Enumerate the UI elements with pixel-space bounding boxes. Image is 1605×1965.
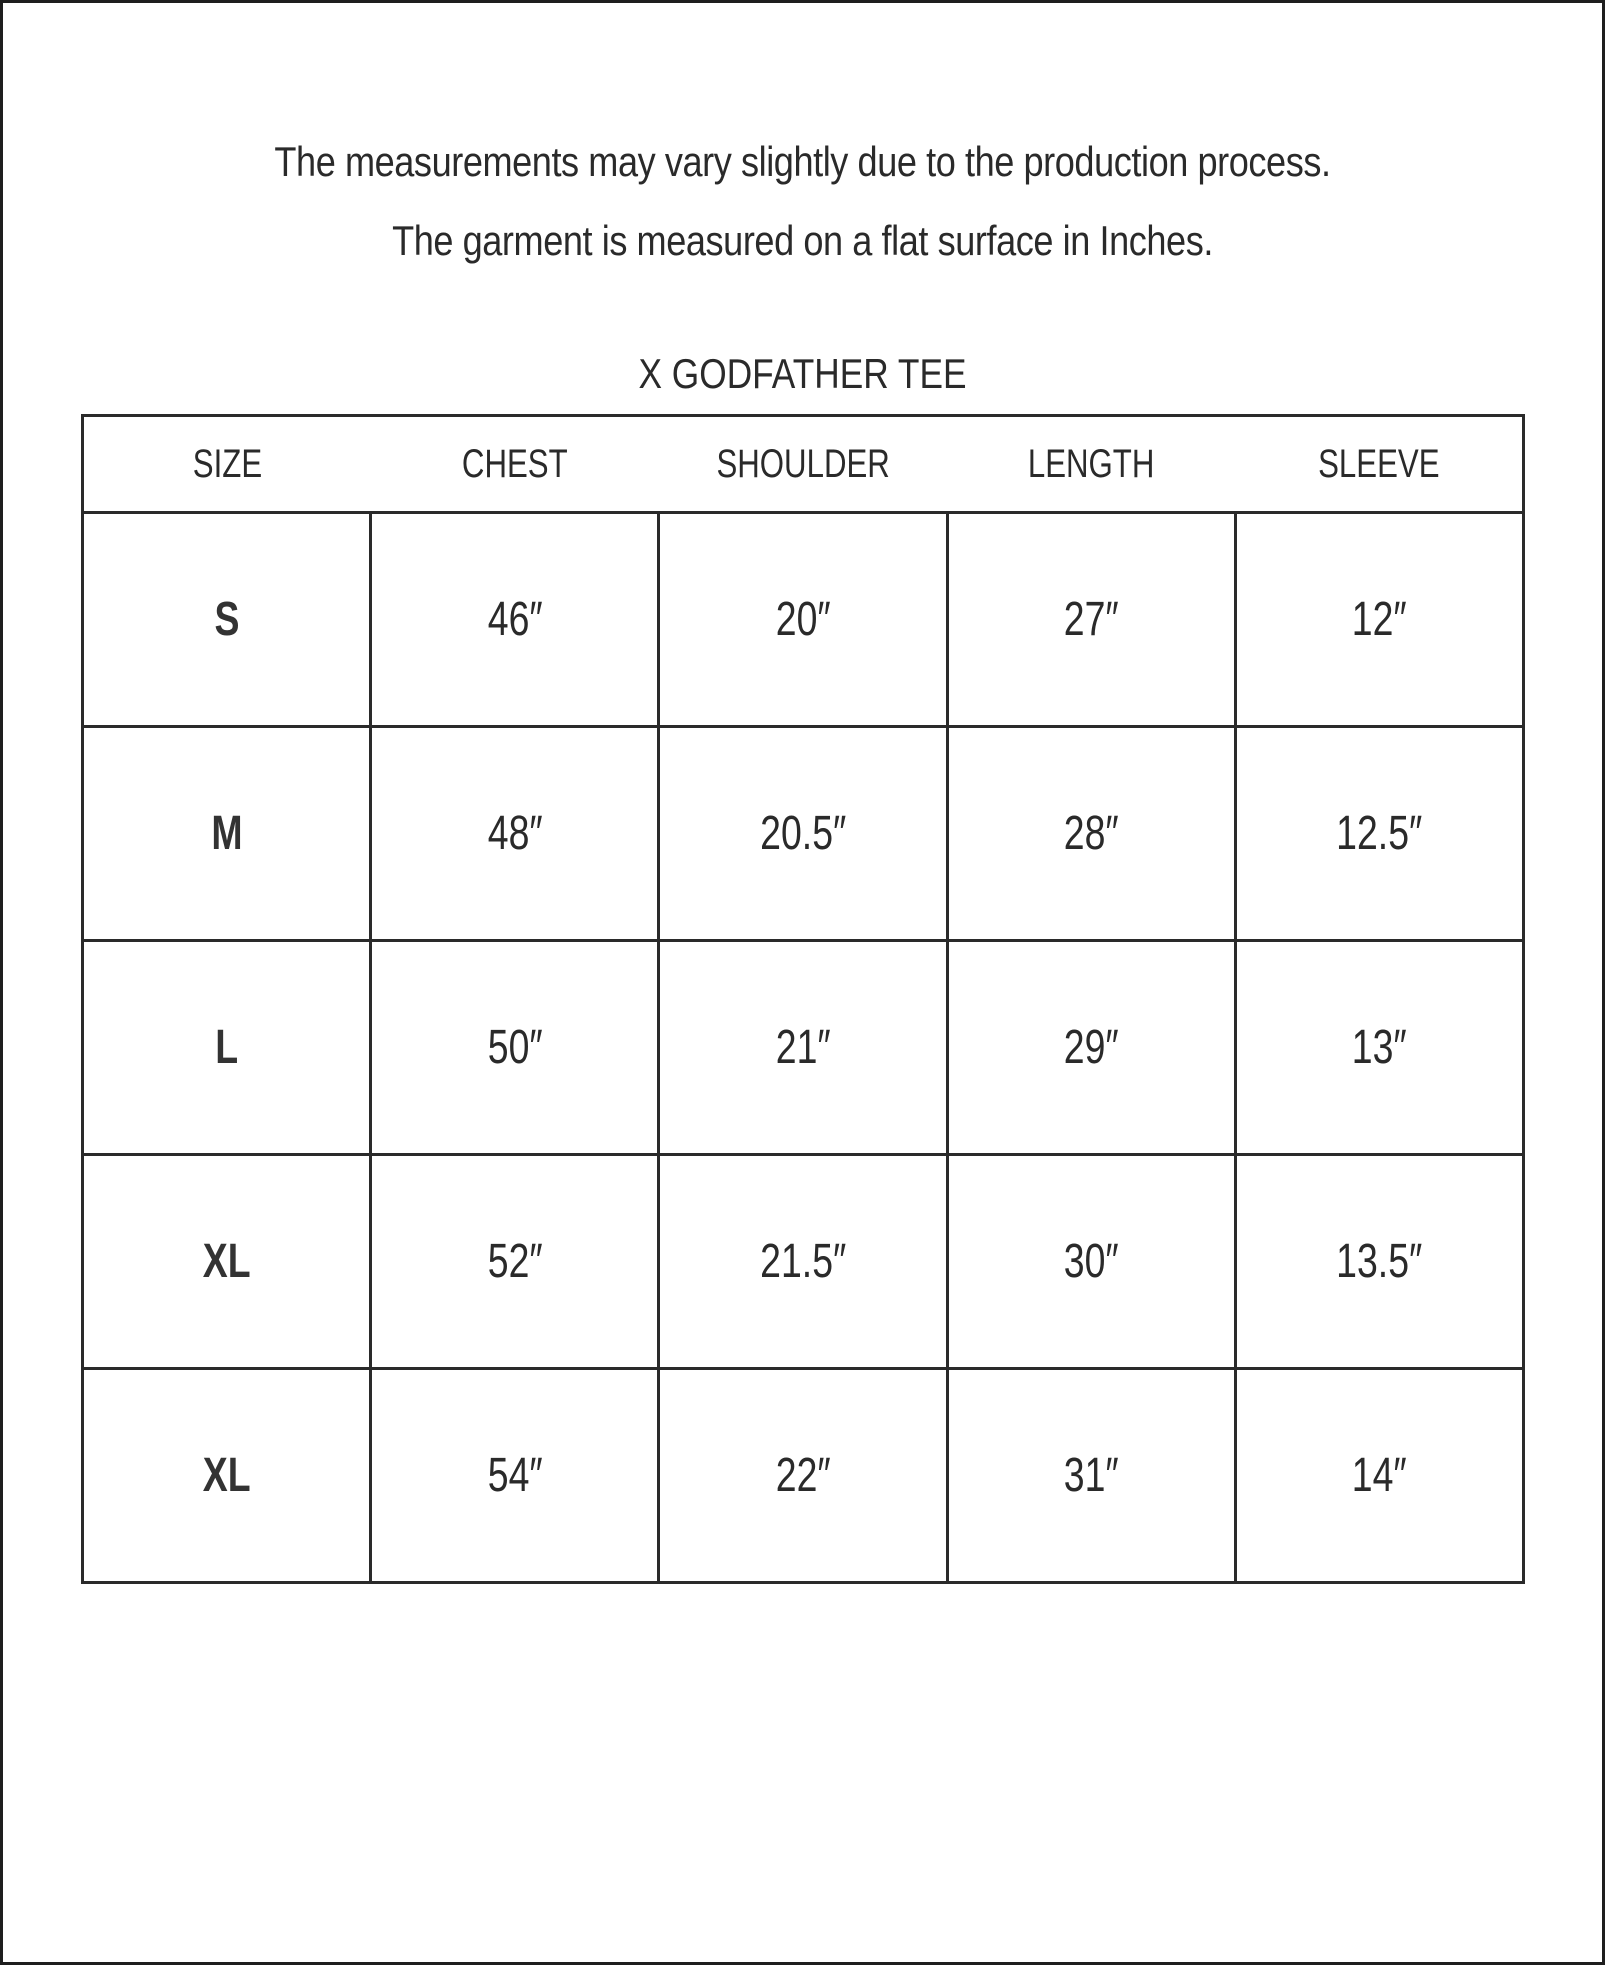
shoulder-cell: 20″ <box>659 513 947 727</box>
table-row <box>83 513 1524 727</box>
sleeve-cell: 14″ <box>1235 1369 1523 1583</box>
sleeve-cell: 12.5″ <box>1235 727 1523 941</box>
chest-cell: 52″ <box>371 1155 659 1369</box>
table-row <box>83 727 1524 941</box>
sleeve-cell: 12″ <box>1235 513 1523 727</box>
table-row <box>83 941 1524 1155</box>
size-cell: L <box>83 941 371 1155</box>
length-cell: 27″ <box>947 513 1235 727</box>
header-shoulder: SHOULDER <box>659 416 947 513</box>
shoulder-cell: 21″ <box>659 941 947 1155</box>
length-cell: 28″ <box>947 727 1235 941</box>
header-sleeve: SLEEVE <box>1235 416 1523 513</box>
table-title: X GODFATHER TEE <box>638 350 967 397</box>
shoulder-cell: 22″ <box>659 1369 947 1583</box>
notice-line-2: The garment is measured on a flat surface in Inches. <box>392 217 1213 264</box>
header-chest: CHEST <box>371 416 659 513</box>
sleeve-cell: 13″ <box>1235 941 1523 1155</box>
size-cell: M <box>83 727 371 941</box>
length-cell: 30″ <box>947 1155 1235 1369</box>
notice-line-1: The measurements may vary slightly due to the production process. <box>274 138 1331 185</box>
size-chart-table <box>81 414 1525 1584</box>
sleeve-cell: 13.5″ <box>1235 1155 1523 1369</box>
chest-cell: 54″ <box>371 1369 659 1583</box>
table-row <box>83 1155 1524 1369</box>
length-cell: 29″ <box>947 941 1235 1155</box>
header-size: SIZE <box>83 416 371 513</box>
shoulder-cell: 21.5″ <box>659 1155 947 1369</box>
shoulder-cell: 20.5″ <box>659 727 947 941</box>
header-length: LENGTH <box>947 416 1235 513</box>
chest-cell: 50″ <box>371 941 659 1155</box>
chest-cell: 48″ <box>371 727 659 941</box>
size-cell: XL <box>83 1369 371 1583</box>
chest-cell: 46″ <box>371 513 659 727</box>
table-row <box>83 1369 1524 1583</box>
size-cell: XL <box>83 1155 371 1369</box>
length-cell: 31″ <box>947 1369 1235 1583</box>
size-cell: S <box>83 513 371 727</box>
table-header-row <box>83 416 1524 513</box>
